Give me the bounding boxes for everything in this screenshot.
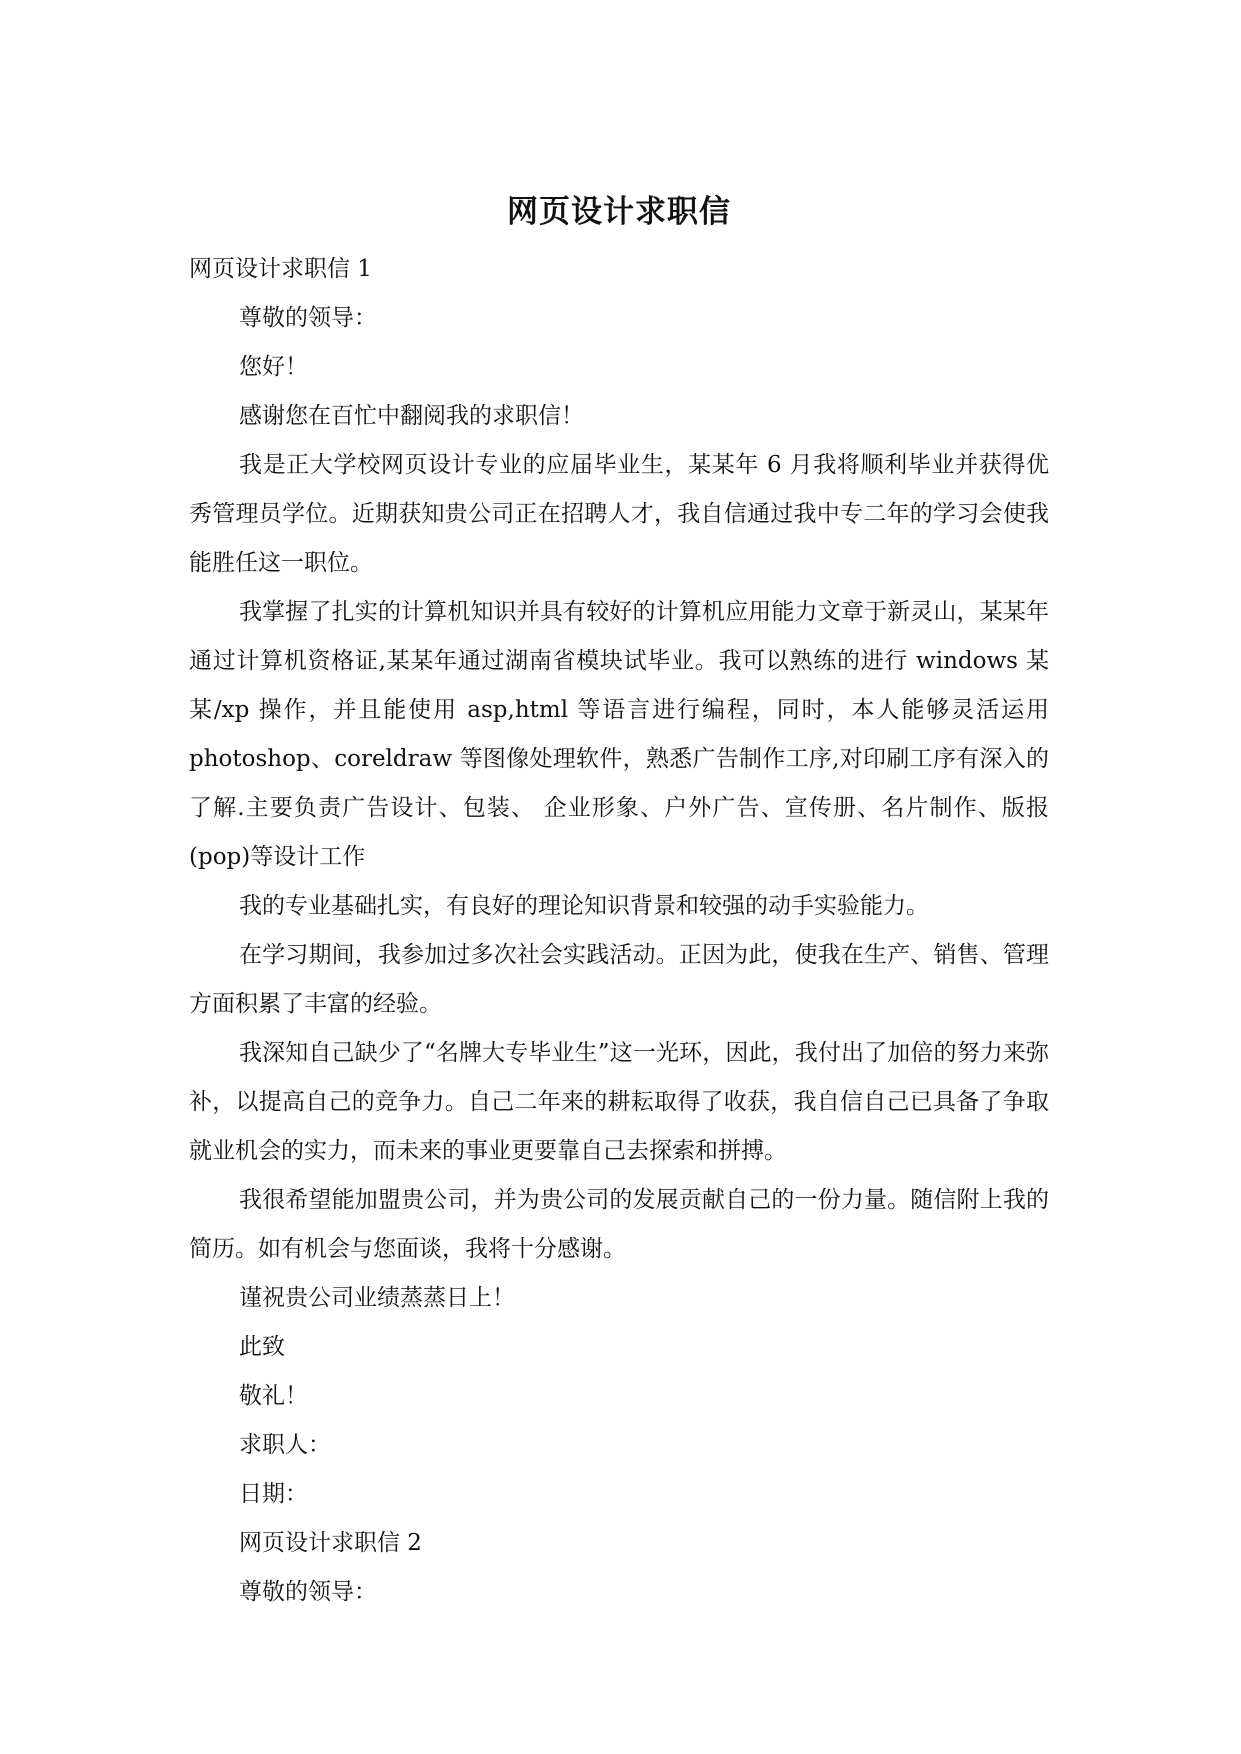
document-body <box>189 188 1049 1617</box>
paragraph-intro: 我是正大学校网页设计专业的应届毕业生，某某年 6 月我将顺利毕业并获得优秀管理员学位。近期获知贵公司正在招聘人才，我自信通过我中专二年的学习会使我能胜任这一职位。 <box>189 452 1049 576</box>
letter-1-heading: 网页设计求职信 1 <box>189 256 372 282</box>
letter-2-heading: 网页设计求职信 2 <box>239 1530 422 1556</box>
closing-wish: 谨祝贵公司业绩蒸蒸日上！ <box>239 1285 515 1311</box>
paragraph-practice: 在学习期间，我参加过多次社会实践活动。正因为此，使我在生产、销售、管理方面积累了丰富的经验。 <box>189 942 1049 1017</box>
date-label: 日期： <box>239 1481 308 1507</box>
salutation-2: 尊敬的领导： <box>239 1579 377 1605</box>
closing-jing-li: 敬礼！ <box>239 1383 308 1409</box>
applicant-label: 求职人： <box>239 1432 331 1458</box>
document-title: 网页设计求职信 <box>507 194 731 230</box>
thanks-line: 感谢您在百忙中翻阅我的求职信！ <box>239 403 584 429</box>
closing-ci-zhi: 此致 <box>239 1334 285 1360</box>
paragraph-effort: 我深知自己缺少了“名牌大专毕业生”这一光环，因此，我付出了加倍的努力来弥补，以提高自己的竞争力。自己二年来的耕耘取得了收获，我自信自己已具备了争取就业机会的实力，而未来的事业更要靠自己去探索和拼搏。 <box>189 1040 1049 1164</box>
paragraph-foundation: 我的专业基础扎实，有良好的理论知识背景和较强的动手实验能力。 <box>239 893 929 919</box>
greeting: 您好！ <box>239 354 308 380</box>
paragraph-skills: 我掌握了扎实的计算机知识并具有较好的计算机应用能力文章于新灵山，某某年通过计算机资格证,某某年通过湖南省模块试毕业。我可以熟练的进行 windows 某某/xp 操作，并且能使用 asp,html 等语言进行编程，同时，本人能够灵活运用 photoshop、coreldraw 等图像处理软件，熟悉广告制作工序,对印刷工序有深入的了解.主要负责广告设计、包装、 企业形象、户外广告、宣传册、名片制作、版报(pop)等设计工作 <box>189 599 1049 870</box>
salutation: 尊敬的领导： <box>239 305 377 331</box>
paragraph-hope: 我很希望能加盟贵公司，并为贵公司的发展贡献自己的一份力量。随信附上我的简历。如有机会与您面谈，我将十分感谢。 <box>189 1187 1049 1262</box>
